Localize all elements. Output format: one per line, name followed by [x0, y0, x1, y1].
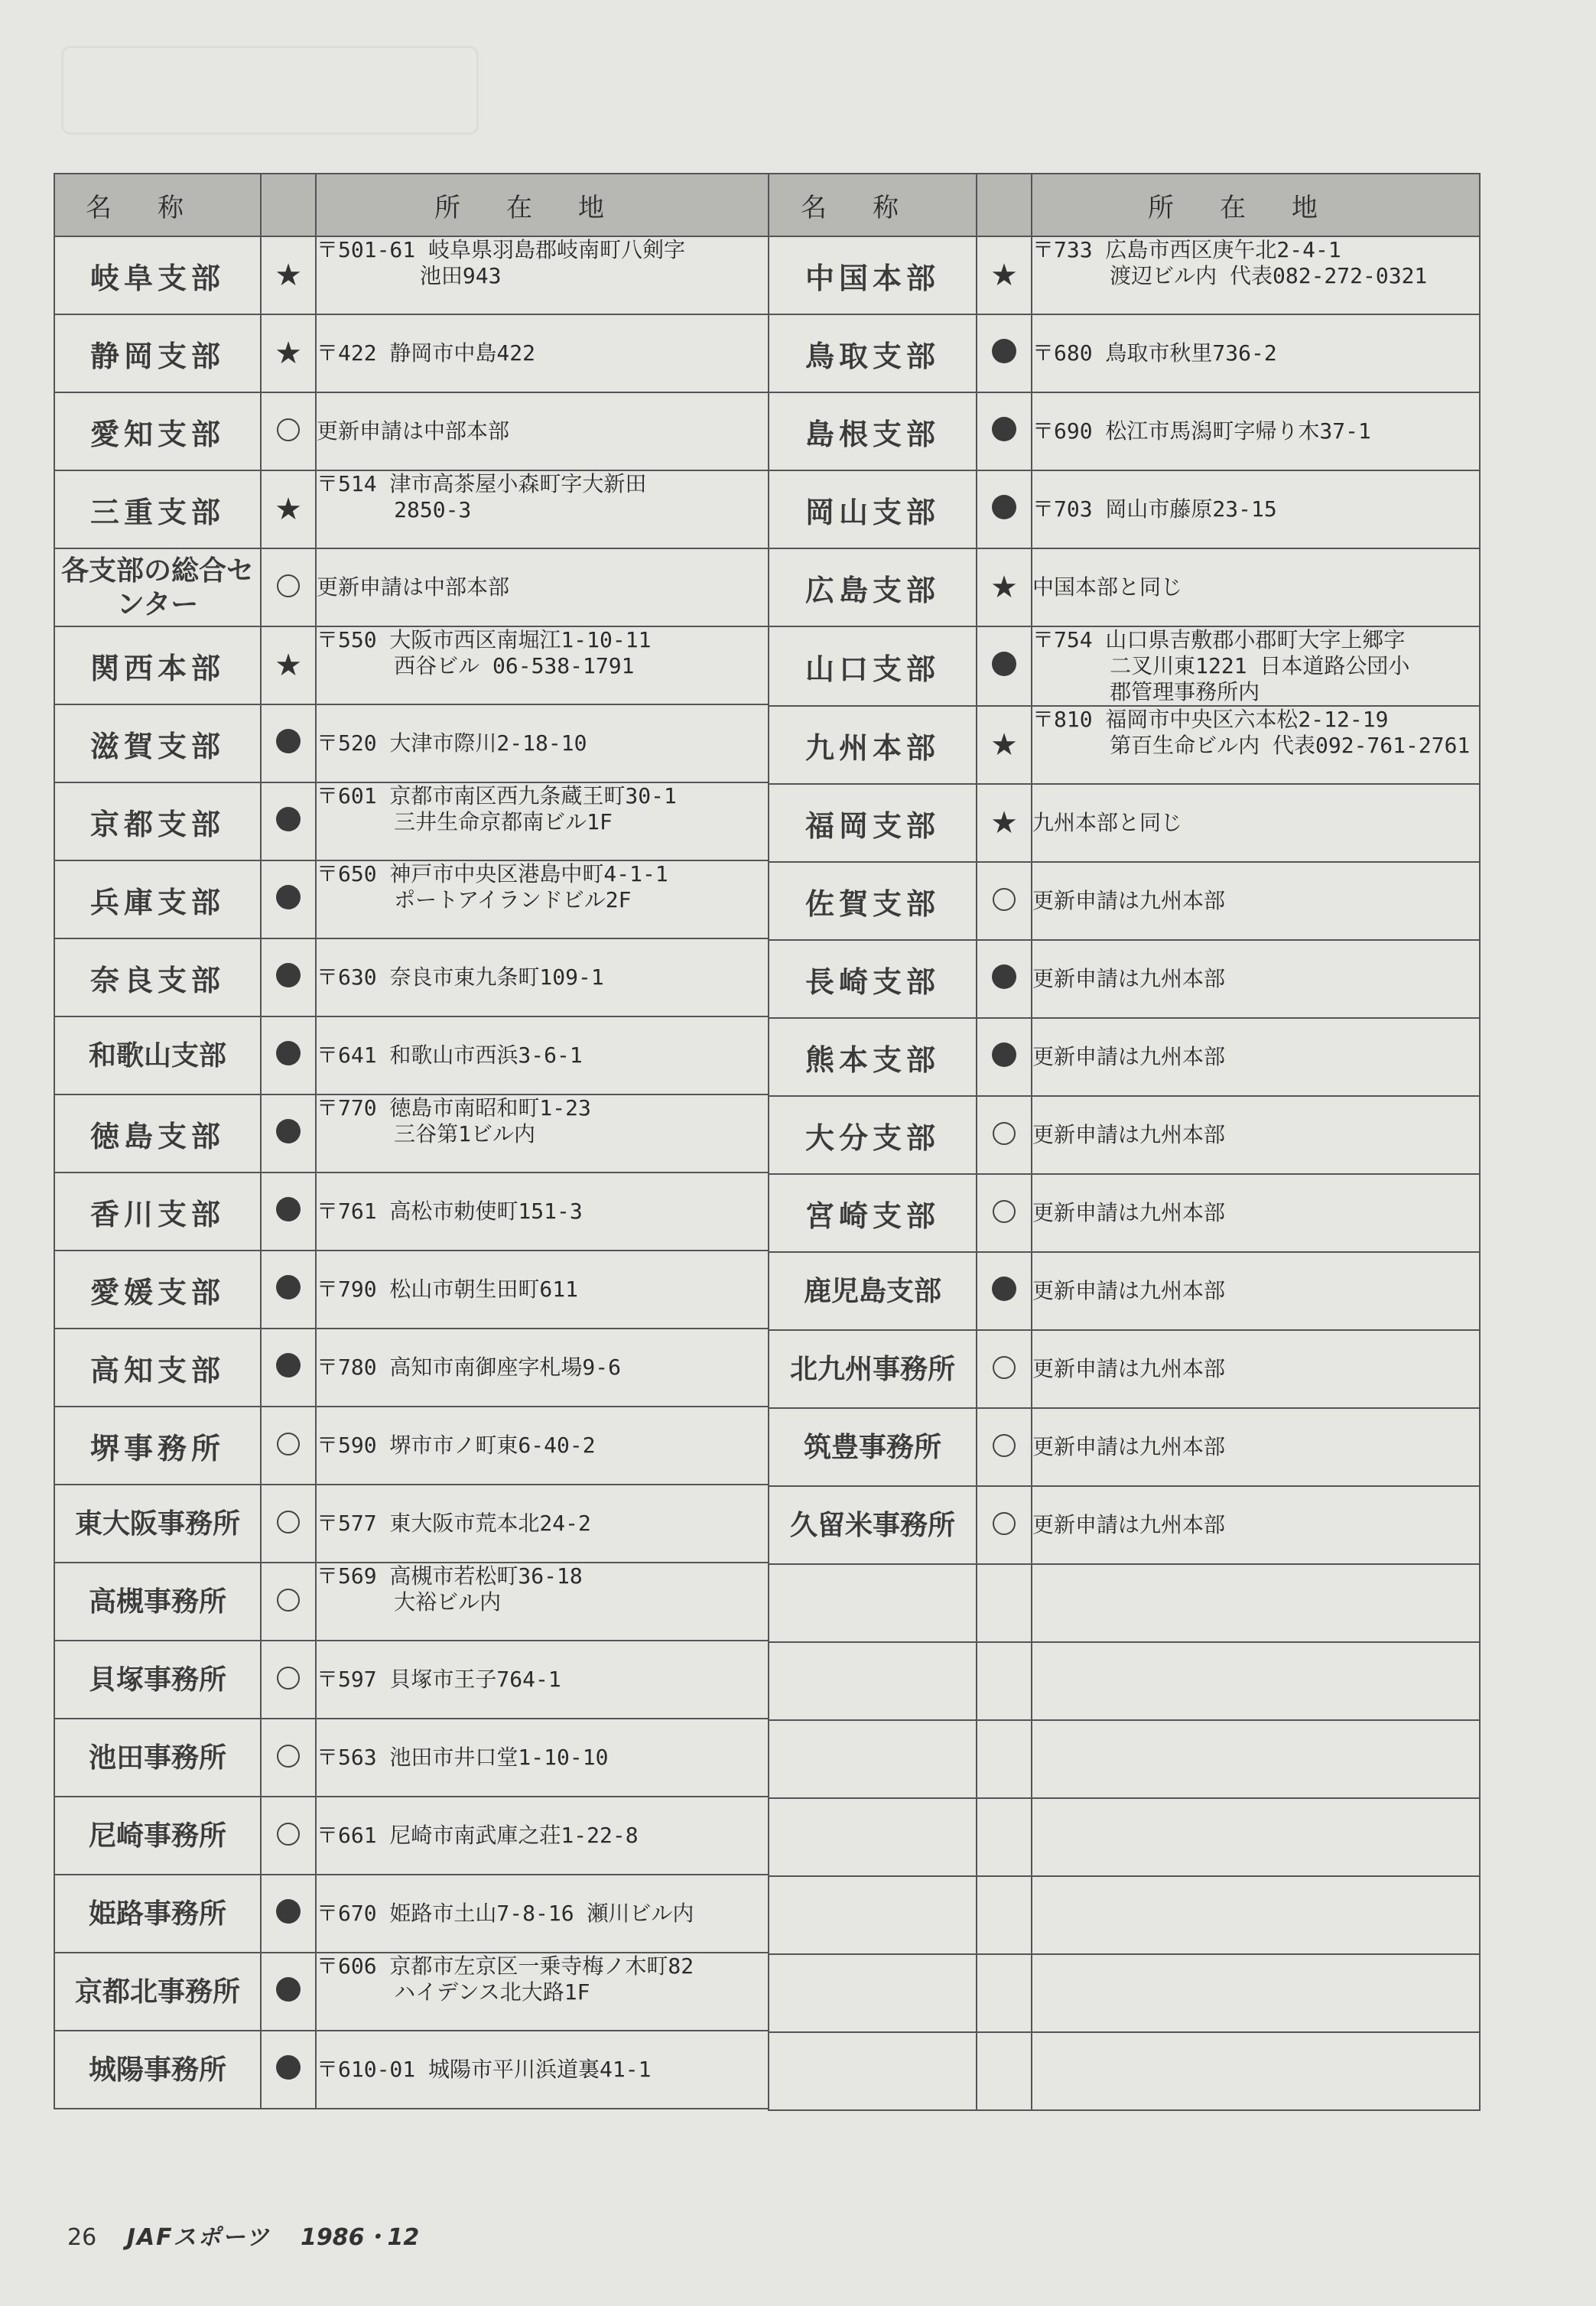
filled-circle-icon [276, 2055, 301, 2080]
office-address: 更新申請は九州本部 [1032, 1330, 1480, 1408]
filled-circle-icon [276, 1899, 301, 1924]
table-row [54, 1719, 769, 1797]
status-mark-cell [261, 1094, 316, 1173]
office-address: 〒690 松江市馬潟町字帰り木37-1 [1032, 392, 1480, 470]
table-row [769, 1642, 1480, 1720]
faded-header-mark [61, 46, 479, 135]
table-row [769, 1954, 1480, 2032]
status-mark-cell [977, 392, 1032, 470]
office-address: 〒569 高槻市若松町36-18 大裕ビル内 [316, 1563, 769, 1641]
office-name: 京都支部 [54, 782, 261, 860]
table-row [769, 2032, 1480, 2110]
right-table-body [769, 236, 1480, 2110]
office-address: 〒770 徳島市南昭和町1-23 三谷第1ビル内 [316, 1094, 769, 1173]
filled-circle-icon [992, 339, 1016, 363]
office-address: 更新申請は九州本部 [1032, 1018, 1480, 1096]
office-address: 更新申請は九州本部 [1032, 1174, 1480, 1252]
name-header: 名称 [54, 174, 261, 236]
status-mark-cell [977, 2032, 1032, 2110]
office-address: 〒601 京都市南区西九条蔵王町30-1 三井生命京都南ビル1F [316, 782, 769, 860]
table-row [769, 862, 1480, 940]
office-address [1032, 1798, 1480, 1876]
office-name: 各支部の総合センター [54, 548, 261, 626]
office-address: 〒577 東大阪市荒本北24-2 [316, 1485, 769, 1563]
left-table-body [54, 236, 769, 2109]
filled-circle-icon [276, 1041, 301, 1065]
office-address: 〒761 高松市勅使町151-3 [316, 1173, 769, 1251]
table-row [54, 236, 769, 314]
office-address: 〒754 山口県吉敷郡小郡町大字上郷字 二叉川東1221 日本道路公団小 郡管理事務所内 [1032, 626, 1480, 706]
header-row [54, 174, 769, 236]
office-name: 京都北事務所 [54, 1953, 261, 2031]
open-circle-icon [277, 418, 300, 441]
filled-circle-icon [276, 1353, 301, 1377]
office-address: 〒670 姫路市土山7-8-16 瀬川ビル内 [316, 1875, 769, 1953]
status-mark-cell [261, 548, 316, 626]
table-row [54, 1641, 769, 1719]
office-name: 岡山支部 [769, 470, 977, 548]
office-address: 〒680 鳥取市秋里736-2 [1032, 314, 1480, 392]
office-name [769, 2032, 977, 2110]
table-row [769, 1564, 1480, 1642]
status-mark-cell [261, 1719, 316, 1797]
status-mark-cell [261, 1953, 316, 2031]
filled-circle-icon [276, 729, 301, 753]
star-icon: ★ [990, 258, 1018, 293]
status-mark-cell [977, 1876, 1032, 1954]
office-address: 更新申請は中部本部 [316, 392, 769, 470]
table-row [54, 704, 769, 782]
office-address: 〒520 大津市際川2-18-10 [316, 704, 769, 782]
status-mark-cell [977, 1642, 1032, 1720]
office-name: 貝塚事務所 [54, 1641, 261, 1719]
office-name [769, 1954, 977, 2032]
table-row [54, 314, 769, 392]
office-address: 更新申請は九州本部 [1032, 940, 1480, 1018]
table-row [54, 2031, 769, 2109]
office-name: 奈良支部 [54, 938, 261, 1016]
table-row [54, 1173, 769, 1251]
table-row [769, 548, 1480, 626]
office-address: 〒550 大阪市西区南堀江1-10-11 西谷ビル 06-538-1791 [316, 626, 769, 704]
office-name: 筑豊事務所 [769, 1408, 977, 1486]
table-row [769, 1174, 1480, 1252]
office-address: 〒501-61 岐阜県羽島郡岐南町八剣字 池田943 [316, 236, 769, 314]
table-row [769, 1876, 1480, 1954]
status-mark-cell [261, 938, 316, 1016]
filled-circle-icon [992, 495, 1016, 519]
magazine-title: JAFスポーツ [126, 2224, 271, 2251]
star-icon: ★ [990, 570, 1018, 605]
open-circle-icon [993, 888, 1016, 911]
office-address: 〒641 和歌山市西浜3-6-1 [316, 1016, 769, 1094]
table-row [769, 1408, 1480, 1486]
table-row [54, 1797, 769, 1875]
office-address: 中国本部と同じ [1032, 548, 1480, 626]
office-name: 東大阪事務所 [54, 1485, 261, 1563]
status-mark-cell [261, 782, 316, 860]
office-address [1032, 1876, 1480, 1954]
open-circle-icon [277, 1667, 300, 1690]
open-circle-icon [277, 1511, 300, 1534]
status-mark-cell [977, 1018, 1032, 1096]
status-mark-cell [261, 236, 316, 314]
status-mark-cell [977, 1564, 1032, 1642]
office-address: 〒590 堺市市ノ町東6-40-2 [316, 1407, 769, 1485]
status-mark-cell [977, 940, 1032, 1018]
status-mark-cell [977, 706, 1032, 784]
office-address: 九州本部と同じ [1032, 784, 1480, 862]
filled-circle-icon [992, 1277, 1016, 1301]
office-name [769, 1876, 977, 1954]
open-circle-icon [277, 1433, 300, 1455]
status-mark-cell [261, 860, 316, 938]
office-address [1032, 1954, 1480, 2032]
status-mark-cell [977, 1798, 1032, 1876]
status-mark-cell [977, 1096, 1032, 1174]
office-address: 〒630 奈良市東九条町109-1 [316, 938, 769, 1016]
office-name: 福岡支部 [769, 784, 977, 862]
open-circle-icon [993, 1122, 1016, 1145]
office-address: 〒650 神戸市中央区港島中町4-1-1 ポートアイランドビル2F [316, 860, 769, 938]
filled-circle-icon [276, 963, 301, 987]
office-name: 北九州事務所 [769, 1330, 977, 1408]
office-name: 九州本部 [769, 706, 977, 784]
table-row [54, 782, 769, 860]
table-row [54, 626, 769, 704]
status-mark-cell [977, 236, 1032, 314]
table-row [769, 314, 1480, 392]
status-mark-cell [261, 1173, 316, 1251]
office-name: 長崎支部 [769, 940, 977, 1018]
status-mark-cell [977, 1252, 1032, 1330]
status-mark-cell [261, 470, 316, 548]
office-name: 高槻事務所 [54, 1563, 261, 1641]
open-circle-icon [993, 1356, 1016, 1379]
table-row [54, 1407, 769, 1485]
star-icon: ★ [275, 336, 302, 371]
mark-header [977, 174, 1032, 236]
filled-circle-icon [276, 885, 301, 909]
filled-circle-icon [276, 807, 301, 831]
office-name: 関西本部 [54, 626, 261, 704]
star-icon: ★ [275, 258, 302, 293]
mark-header [261, 174, 316, 236]
office-name: 久留米事務所 [769, 1486, 977, 1564]
table-row [54, 860, 769, 938]
office-name: 愛知支部 [54, 392, 261, 470]
office-address: 〒597 貝塚市王子764-1 [316, 1641, 769, 1719]
office-name: 鹿児島支部 [769, 1252, 977, 1330]
office-name: 静岡支部 [54, 314, 261, 392]
star-icon: ★ [990, 727, 1018, 763]
status-mark-cell [261, 704, 316, 782]
office-name [769, 1642, 977, 1720]
table-row [54, 1329, 769, 1407]
table-row [769, 470, 1480, 548]
office-name: 尼崎事務所 [54, 1797, 261, 1875]
office-name [769, 1798, 977, 1876]
table-row [54, 470, 769, 548]
table-row [769, 392, 1480, 470]
open-circle-icon [993, 1200, 1016, 1223]
filled-circle-icon [992, 964, 1016, 989]
office-address: 更新申請は九州本部 [1032, 862, 1480, 940]
office-name: 香川支部 [54, 1173, 261, 1251]
office-address: 〒514 津市高茶屋小森町字大新田 2850-3 [316, 470, 769, 548]
table-row [769, 1720, 1480, 1798]
status-mark-cell [977, 470, 1032, 548]
open-circle-icon [993, 1512, 1016, 1535]
filled-circle-icon [276, 1197, 301, 1221]
office-address: 〒780 高知市南御座字札場9-6 [316, 1329, 769, 1407]
table-row [54, 548, 769, 626]
office-name: 城陽事務所 [54, 2031, 261, 2109]
directory-table-left [54, 173, 769, 2109]
office-name: 池田事務所 [54, 1719, 261, 1797]
open-circle-icon [277, 1823, 300, 1846]
table-row [54, 938, 769, 1016]
office-address [1032, 2032, 1480, 2110]
status-mark-cell [977, 548, 1032, 626]
table-row [769, 1330, 1480, 1408]
table-row [769, 940, 1480, 1018]
table-row [54, 1251, 769, 1329]
open-circle-icon [277, 1745, 300, 1768]
table-row [769, 1252, 1480, 1330]
office-name: 高知支部 [54, 1329, 261, 1407]
table-row [54, 1953, 769, 2031]
office-name: 三重支部 [54, 470, 261, 548]
table-row [54, 1016, 769, 1094]
table-row [769, 626, 1480, 706]
office-address: 更新申請は九州本部 [1032, 1096, 1480, 1174]
office-address: 更新申請は中部本部 [316, 548, 769, 626]
star-icon: ★ [275, 648, 302, 683]
table-row [54, 392, 769, 470]
page-footer [67, 2218, 419, 2252]
table-row [769, 1486, 1480, 1564]
status-mark-cell [261, 1563, 316, 1641]
table-row [54, 1563, 769, 1641]
office-name: 堺事務所 [54, 1407, 261, 1485]
filled-circle-icon [992, 652, 1016, 676]
status-mark-cell [261, 1251, 316, 1329]
star-icon: ★ [990, 805, 1018, 841]
status-mark-cell [261, 314, 316, 392]
location-header: 所在地 [316, 174, 769, 236]
office-address [1032, 1720, 1480, 1798]
status-mark-cell [261, 1641, 316, 1719]
open-circle-icon [277, 574, 300, 597]
office-name: 岐阜支部 [54, 236, 261, 314]
status-mark-cell [261, 1797, 316, 1875]
star-icon: ★ [275, 492, 302, 527]
filled-circle-icon [276, 1977, 301, 2002]
status-mark-cell [977, 626, 1032, 706]
office-name: 佐賀支部 [769, 862, 977, 940]
office-address: 〒661 尼崎市南武庫之荘1-22-8 [316, 1797, 769, 1875]
office-address: 〒610-01 城陽市平川浜道裏41-1 [316, 2031, 769, 2109]
status-mark-cell [977, 314, 1032, 392]
status-mark-cell [261, 1329, 316, 1407]
office-name: 宮崎支部 [769, 1174, 977, 1252]
table-row [54, 1094, 769, 1173]
office-address: 〒733 広島市西区庚午北2-4-1 渡辺ビル内 代表082-272-0321 [1032, 236, 1480, 314]
status-mark-cell [261, 626, 316, 704]
table-row [769, 706, 1480, 784]
status-mark-cell [977, 862, 1032, 940]
table-row [54, 1485, 769, 1563]
office-name: 中国本部 [769, 236, 977, 314]
office-name: 鳥取支部 [769, 314, 977, 392]
office-name: 広島支部 [769, 548, 977, 626]
filled-circle-icon [992, 417, 1016, 441]
office-address: 更新申請は九州本部 [1032, 1486, 1480, 1564]
office-address: 〒422 静岡市中島422 [316, 314, 769, 392]
table-row [769, 1018, 1480, 1096]
status-mark-cell [261, 1407, 316, 1485]
office-name: 和歌山支部 [54, 1016, 261, 1094]
office-address: 〒563 池田市井口堂1-10-10 [316, 1719, 769, 1797]
status-mark-cell [261, 2031, 316, 2109]
status-mark-cell [977, 1954, 1032, 2032]
status-mark-cell [261, 1485, 316, 1563]
table-row [769, 1798, 1480, 1876]
office-name: 大分支部 [769, 1096, 977, 1174]
status-mark-cell [977, 1174, 1032, 1252]
status-mark-cell [977, 1486, 1032, 1564]
office-name: 山口支部 [769, 626, 977, 706]
filled-circle-icon [992, 1042, 1016, 1067]
office-name: 姫路事務所 [54, 1875, 261, 1953]
table-row [769, 1096, 1480, 1174]
office-address [1032, 1642, 1480, 1720]
name-header: 名称 [769, 174, 977, 236]
office-name: 滋賀支部 [54, 704, 261, 782]
status-mark-cell [261, 1875, 316, 1953]
header-row [769, 174, 1480, 236]
status-mark-cell [261, 392, 316, 470]
office-address: 〒703 岡山市藤原23-15 [1032, 470, 1480, 548]
table-row [769, 784, 1480, 862]
filled-circle-icon [276, 1119, 301, 1143]
office-address: 〒810 福岡市中央区六本松2-12-19 第百生命ビル内 代表092-761-2761 [1032, 706, 1480, 784]
location-header: 所在地 [1032, 174, 1480, 236]
open-circle-icon [277, 1589, 300, 1612]
page-number: 26 [67, 2224, 97, 2251]
status-mark-cell [261, 1016, 316, 1094]
office-address [1032, 1564, 1480, 1642]
office-address: 更新申請は九州本部 [1032, 1408, 1480, 1486]
status-mark-cell [977, 1330, 1032, 1408]
directory-table-right [768, 173, 1481, 2111]
office-name: 徳島支部 [54, 1094, 261, 1173]
office-address: 更新申請は九州本部 [1032, 1252, 1480, 1330]
office-name: 愛媛支部 [54, 1251, 261, 1329]
office-address: 〒790 松山市朝生田町611 [316, 1251, 769, 1329]
table-row [769, 236, 1480, 314]
open-circle-icon [993, 1434, 1016, 1457]
table-row [54, 1875, 769, 1953]
status-mark-cell [977, 784, 1032, 862]
issue-date: 1986・12 [300, 2224, 420, 2251]
office-name: 熊本支部 [769, 1018, 977, 1096]
office-name [769, 1720, 977, 1798]
status-mark-cell [977, 1408, 1032, 1486]
office-name [769, 1564, 977, 1642]
office-name: 島根支部 [769, 392, 977, 470]
office-name: 兵庫支部 [54, 860, 261, 938]
filled-circle-icon [276, 1275, 301, 1299]
office-address: 〒606 京都市左京区一乗寺梅ノ木町82 ハイデンス北大路1F [316, 1953, 769, 2031]
status-mark-cell [977, 1720, 1032, 1798]
